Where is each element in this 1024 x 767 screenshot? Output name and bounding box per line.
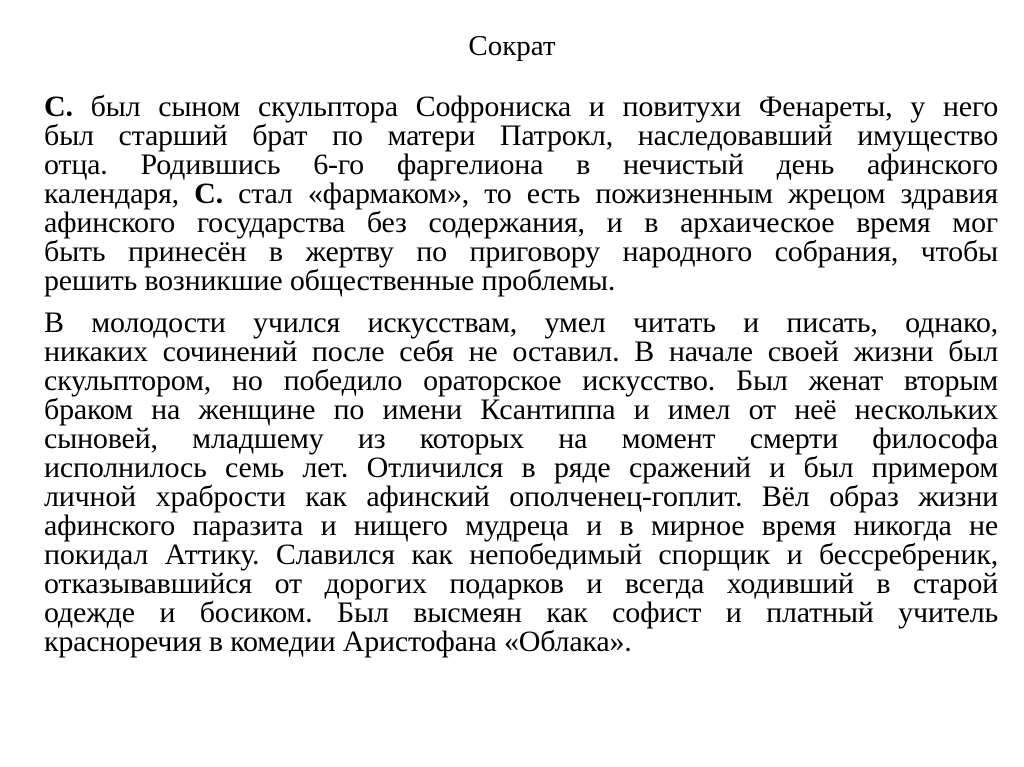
- text-line: покидал Аттику. Славился как непобедимый спорщик и бессребреник,: [44, 538, 998, 571]
- slide-title: Сократ: [468, 30, 556, 62]
- text-line: был старший брат по матери Патрокл, наследовавший имущество: [44, 119, 998, 152]
- text-line: сыновей, младшему из которых на момент смерти философа: [44, 422, 998, 455]
- text-line: красноречия в комедии Аристофана «Облака».: [44, 625, 632, 658]
- text-line: скульптором, но победило ораторское искусство. Был женат вторым: [44, 364, 998, 397]
- line-text: стал «фармаком», то есть пожизненным жрецом здравия: [222, 177, 998, 210]
- text-line: В молодости учился искусствам, умел читать и писать, однако,: [44, 306, 998, 339]
- text-line: отца. Родившись 6-го фаргелиона в нечистый день афинского: [44, 148, 998, 181]
- text-line: никаких сочинений после себя не оставил. В начале своей жизни был: [44, 335, 998, 368]
- text-line: афинского паразита и нищего мудреца и в мирное время никогда не: [44, 509, 998, 542]
- text-line: быть принесён в жертву по приговору народного собрания, чтобы: [44, 235, 998, 268]
- paragraph-1: [44, 92, 998, 295]
- text-line: исполнилось семь лет. Отличился в ряде сражений и был примером: [44, 451, 998, 484]
- bold-abbrev: С.: [44, 90, 73, 123]
- text-line: браком на женщине по имени Ксантиппа и имел от неё нескольких: [44, 393, 998, 426]
- paragraph-2: [44, 308, 998, 656]
- text-line: отказывавшийся от дорогих подарков и всегда ходивший в старой: [44, 567, 998, 600]
- text-line: [44, 179, 998, 208]
- text-line: афинского государства без содержания, и в архаическое время мог: [44, 206, 998, 239]
- text-line: решить возникшие общественные проблемы.: [44, 264, 616, 297]
- line-text: календаря,: [44, 177, 195, 210]
- text-line: одежде и босиком. Был высмеян как софист и платный учитель: [44, 596, 998, 629]
- text-line: личной храбрости как афинский ополченец-гоплит. Вёл образ жизни: [44, 480, 998, 513]
- line-text: был сыном скульптора Софрониска и повитухи Фенареты, у него: [72, 90, 998, 123]
- bold-abbrev: С.: [194, 177, 223, 210]
- text-line: [44, 92, 998, 121]
